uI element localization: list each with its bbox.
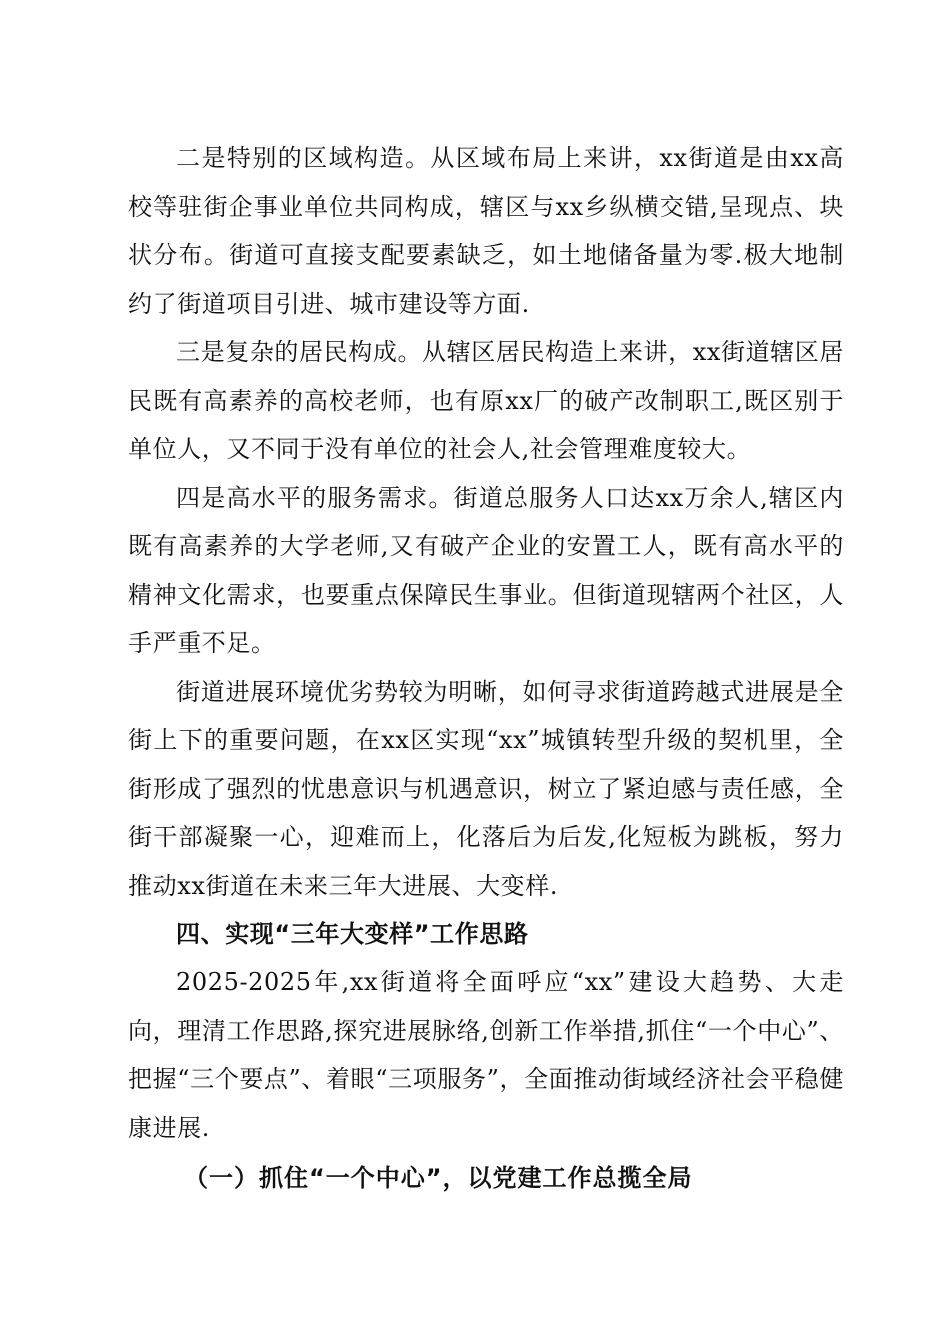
paragraph-resident-composition: 三是复杂的居民构成。从辖区居民构造上来讲，xx街道辖区居民既有高素养的高校老师，也有原xx厂的破产改制职工,既区别于单位人，又不同于没有单位的社会人,社会管理难度较大。 (128, 338, 844, 463)
paragraph-regional-structure: 二是特别的区域构造。从区域布局上来讲，xx街道是由xx高校等驻街企事业单位共同构成，辖区与xx乡纵横交错,呈现点、块状分布。街道可直接支配要素缺乏，如土地储备量为零.极大地制约了街道项目引进、城市建设等方面. (128, 144, 844, 318)
document-body (128, 134, 844, 1202)
section-heading: 四、实现“三年大变样”工作思路 (176, 920, 529, 948)
paragraph-service-demand: 四是高水平的服务需求。街道总服务人口达xx万余人,辖区内既有高素养的大学老师,又有破产企业的安置工人，既有高水平的精神文化需求，也要重点保障民生事业。但街道现辖两个社区，人手严重不足。 (128, 483, 844, 657)
section-paragraph: 2025-2025年,xx街道将全面呼应“xx”建设大趋势、大走向，理清工作思路,探究进展脉络,创新工作举措,抓住“一个中心”、把握“三个要点”、着眼“三项服务”，全面推动街域经济社会平稳健康进展. (128, 968, 844, 1142)
sub-heading: （一）抓住“一个中心”，以党建工作总揽全局 (184, 1164, 693, 1192)
paragraph-development-environment: 街道进展环境优劣势较为明晰，如何寻求街道跨越式进展是全街上下的重要问题，在xx区实现“xx”城镇转型升级的契机里，全街形成了强烈的忧患意识与机遇意识，树立了紧迫感与责任感，全街干部凝聚一心，迎难而上，化落后为后发,化短板为跳板，努力推动xx街道在未来三年大进展、大变样. (128, 677, 844, 900)
